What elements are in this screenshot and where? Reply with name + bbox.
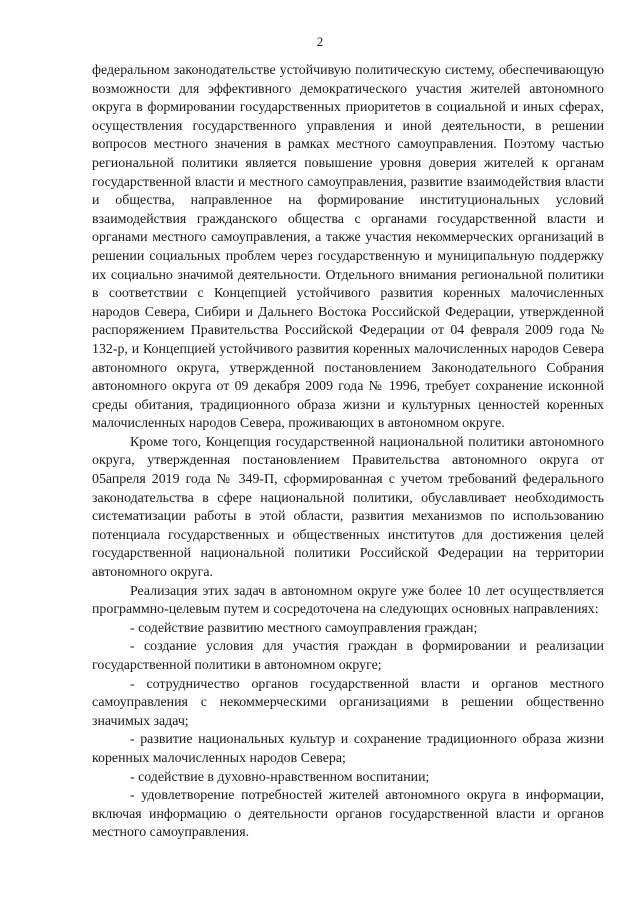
list-item-national-cultures: - развитие национальных культур и сохранение традиционного образа жизни коренных малочисленных народов Севера; — [92, 732, 604, 766]
paragraph-1: федеральном законодательстве устойчивую политическую систему, обеспечивающую возможности для эффективного демократического участия жителей автономного округа в формировании государственных приоритетов в социальной и иных сферах, осуществления государственного управления и иной деятельности, в решении вопросов местного значения в рамках местного самоуправления. Поэтому частью региональной политики является повышение уровня доверия жителей к органам государственной власти и местного самоуправления, развитие взаимодействия власти и общества, направленное на формирование институциональных условий взаимодействия гражданского общества с органами государственной власти и органами местного самоуправления, а также участия некоммерческих организаций в решении социальных проблем через государственную и муниципальную поддержку их социально значимой деятельности. Отдельного внимания региональной политики в соответствии с Концепцией устойчивого развития коренных малочисленных народов Севера, Сибири и Дальнего Востока Российской Федерации, утвержденной распоряжением Правительства Российской Федерации от 04 февраля 2009 года № 132-р, и Концепцией устойчивого развития коренных малочисленных народов Севера автономного округа, утвержденной постановлением Законодательного Собрания автономного округа от 09 декабря 2009 года № 1996, требует сохранение исконной среды обитания, традиционного образа жизни и культурных ценностей коренных малочисленных народов Севера, проживающих в автономном округе. — [92, 63, 604, 432]
list-item-local-self-government: - содействие развитию местного самоуправления граждан; — [130, 620, 478, 636]
page-number: 2 — [316, 34, 324, 49]
paragraph-2: Кроме того, Концепция государственной национальной политики автономного округа, утвержденная постановлением Правительства автономного округа от 05апреля 2019 года № 349-П, сформированная с учетом требований федерального законодательства в сфере национальной политики, обуславливает необходимость систематизации работы в этой области, развития механизмов по использованию потенциала государственных и общественных институтов для достижения целей государственной национальной политики Российской Федерации на территории автономного округа. — [92, 434, 604, 581]
document-body — [92, 62, 604, 843]
paragraph-3: Реализация этих задач в автономном округе уже более 10 лет осуществляется программно-целевым путем и сосредоточена на следующих основных направлениях: — [92, 583, 604, 618]
list-item-information-needs: - удовлетворение потребностей жителей автономного округа в информации, включая информацию о деятельности органов государственной власти и органов местного самоуправления. — [92, 788, 604, 841]
list-item-ngo-cooperation: - сотрудничество органов государственной власти и органов местного самоуправления с некоммерческими организациями в решении общественно значимых задач; — [92, 676, 604, 729]
list-item-citizen-participation: - создание условия для участия граждан в формировании и реализации государственной политики в автономном округе; — [92, 639, 604, 673]
list-item-moral-education: - содействие в духовно-нравственном воспитании; — [130, 769, 430, 785]
